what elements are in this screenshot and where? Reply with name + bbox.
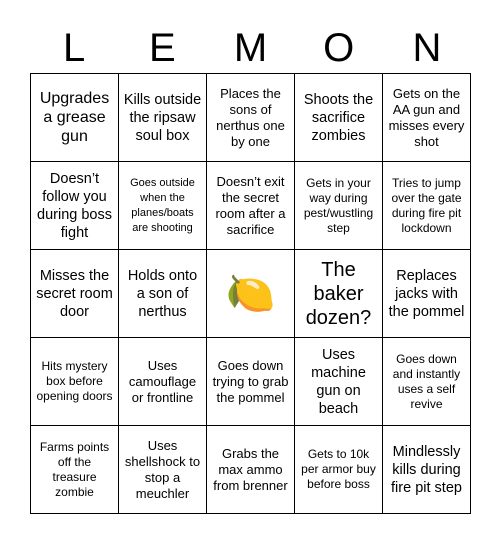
bingo-cell[interactable] [383,426,471,514]
cell-text: Uses camouflage or frontline [128,357,197,405]
cell-text: Farms points off the treasure zombie [39,439,110,499]
bingo-cell[interactable] [207,162,295,250]
cell-text: The baker dozen? [305,258,372,329]
bingo-cell[interactable] [31,250,119,338]
cell-text: Hits mystery box before opening doors [36,359,113,403]
lemon-icon: 🍋 [225,271,276,316]
cell-text: Shoots the sacrifice zombies [303,91,374,144]
cell-text: Misses the secret room door [36,267,113,320]
bingo-grid [30,73,471,514]
bingo-cell[interactable] [31,162,119,250]
bingo-cell[interactable] [295,426,383,514]
free-space[interactable] [207,250,295,338]
bingo-cell[interactable] [31,74,119,162]
bingo-cell[interactable] [295,74,383,162]
cell-text: Tries to jump over the gate during fire pit lockdown [391,175,462,235]
cell-text: Goes outside when the planes/boats are shooting [130,176,195,234]
bingo-cell[interactable] [383,250,471,338]
cell-text: Gets in your way during pest/wustling step [303,175,374,235]
header-letter-m: M [233,26,268,70]
cell-text: Upgrades a grease gun [39,90,110,145]
cell-text: Uses machine gun on beach [311,346,366,417]
header-letter-o: O [323,26,355,70]
bingo-cell[interactable] [295,162,383,250]
bingo-cell[interactable] [207,338,295,426]
header-letter-n: N [412,26,442,70]
cell-text: Mindlessly kills during fire pit step [391,443,462,496]
header-letter-l: L [62,26,86,70]
bingo-cell[interactable] [119,74,207,162]
cell-text: Grabs the max ammo from brenner [213,445,288,493]
bingo-cell[interactable] [207,426,295,514]
bingo-cell[interactable] [207,74,295,162]
bingo-cell[interactable] [295,338,383,426]
cell-text: Gets to 10k per armor buy before boss [301,447,376,491]
bingo-cell[interactable] [383,338,471,426]
bingo-cell[interactable] [119,338,207,426]
cell-text: Goes down trying to grab the pommel [212,357,289,405]
cell-text: Gets on the AA gun and misses every shot [388,85,465,149]
cell-text: Holds onto a son of nerthus [127,267,198,320]
bingo-cell[interactable] [31,426,119,514]
cell-text: Places the sons of nerthus one by one [216,85,285,149]
cell-text: Doesn’t exit the secret room after a sacrifice [215,173,286,237]
bingo-cell[interactable] [383,162,471,250]
cell-text: Replaces jacks with the pommel [388,267,465,320]
header-letter-e: E [148,26,176,70]
bingo-cell[interactable] [119,426,207,514]
cell-text: Kills outside the ripsaw soul box [123,91,202,144]
bingo-cell[interactable] [119,162,207,250]
bingo-header [30,24,471,72]
bingo-cell[interactable] [295,250,383,338]
cell-text: Goes down and instantly uses a self revive [392,351,461,411]
bingo-cell[interactable] [31,338,119,426]
bingo-cell[interactable] [119,250,207,338]
bingo-cell[interactable] [383,74,471,162]
cell-text: Doesn’t follow you during boss fight [37,170,112,241]
cell-text: Uses shellshock to stop a meuchler [124,437,201,501]
